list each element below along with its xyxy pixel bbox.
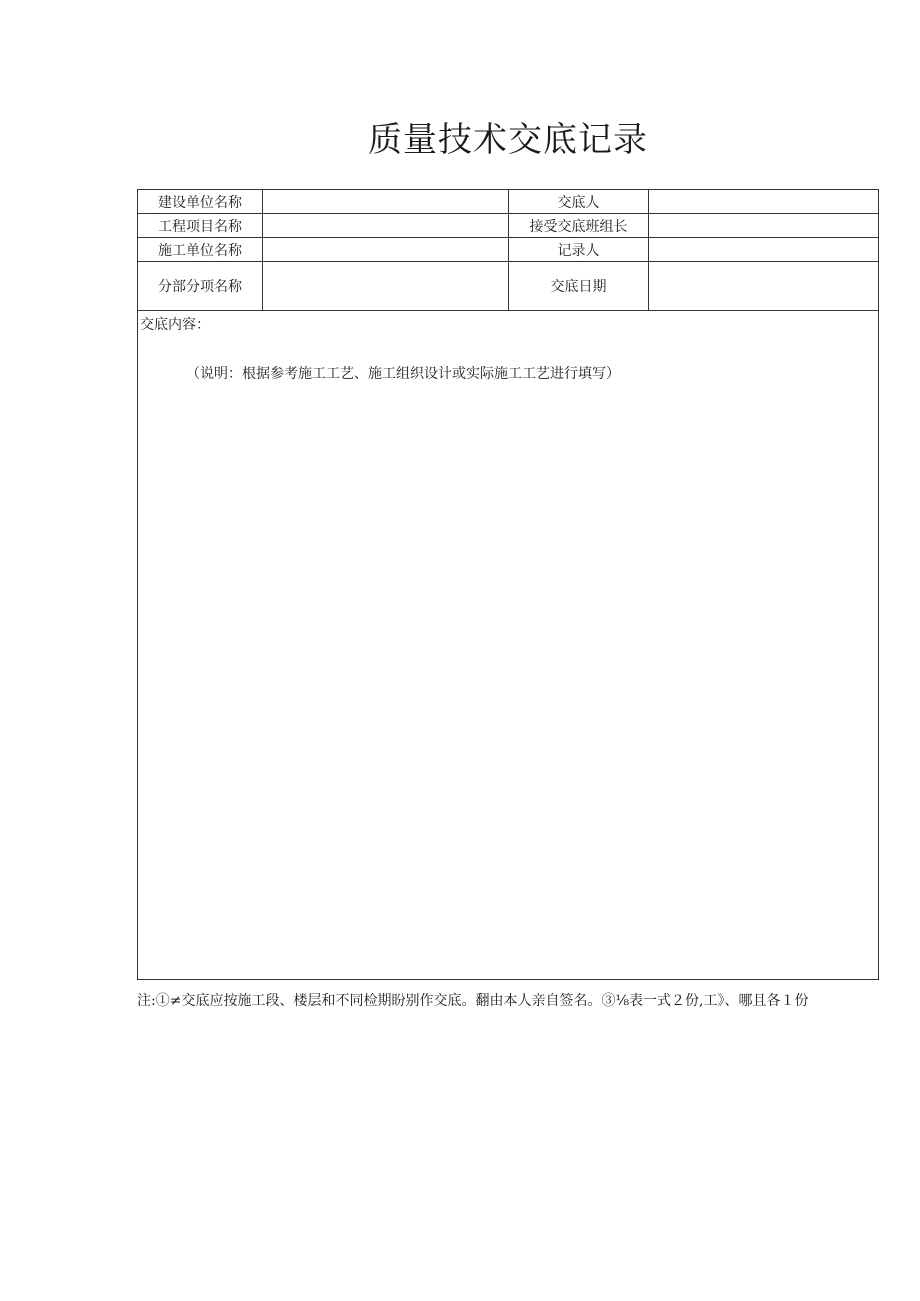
construction-unit-field[interactable] [263, 190, 509, 214]
presenter-field[interactable] [649, 190, 879, 214]
content-area[interactable] [138, 311, 879, 980]
form-row-construction-unit [138, 190, 879, 214]
form-row-project-name [138, 214, 879, 238]
contractor-label: 施工单位名称 [138, 238, 263, 262]
form-row-content [138, 311, 879, 980]
team-leader-field[interactable] [649, 214, 879, 238]
recorder-label: 记录人 [509, 238, 649, 262]
content-label: 交底内容： [140, 317, 210, 333]
record-form-table [137, 189, 879, 980]
footnote: 注:①≠交底应按施工段、楼层和不同检期盼别作交底。翻由本人亲自签名。③⅛表一式２份,工》、哪且各１份 [137, 993, 809, 1009]
project-name-label: 工程项目名称 [138, 214, 263, 238]
date-field[interactable] [649, 262, 879, 311]
page-title: 质量技术交底记录 [368, 120, 648, 160]
team-leader-label: 接受交底班组长 [509, 214, 649, 238]
presenter-label: 交底人 [509, 190, 649, 214]
subitem-field[interactable] [263, 262, 509, 311]
project-name-field[interactable] [263, 214, 509, 238]
date-label: 交底日期 [509, 262, 649, 311]
construction-unit-label: 建设单位名称 [138, 190, 263, 214]
form-row-subitem [138, 262, 879, 311]
form-row-contractor [138, 238, 879, 262]
contractor-field[interactable] [263, 238, 509, 262]
content-instruction: （说明：根据参考施工工艺、施工组织设计或实际施工工艺进行填写） [186, 366, 620, 382]
recorder-field[interactable] [649, 238, 879, 262]
subitem-label: 分部分项名称 [138, 262, 263, 311]
